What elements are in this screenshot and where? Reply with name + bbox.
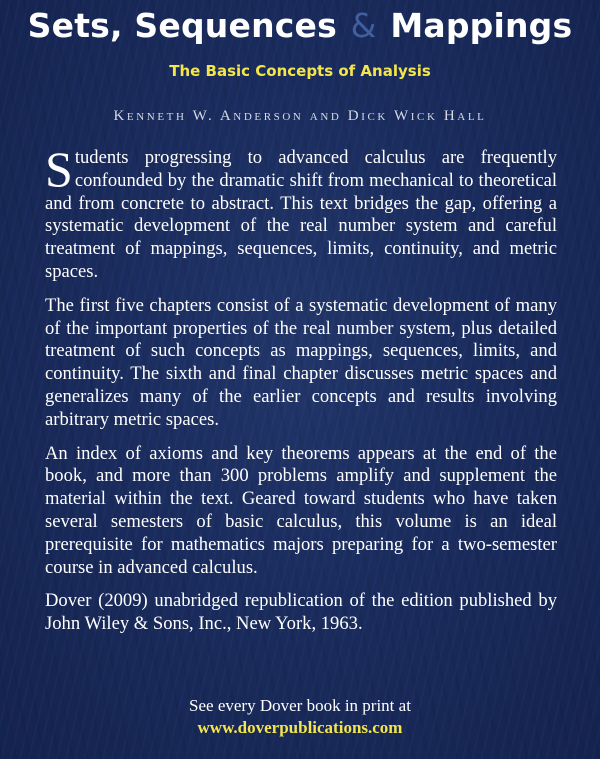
blurb-text (45, 141, 557, 647)
blurb-paragraph-2: The first five chapters consist of a systematic development of many of the important properties of the real number system, plus detailed treatment of such concepts as mappings, sequences, limits, and continuity. The sixth and final chapter discusses metric spaces and generalizes many of the earlier concepts and results involving arbitrary metric spaces. (45, 294, 557, 430)
blurb-paragraph-4: Dover (2009) unabridged republication of the edition published by John Wiley & Sons, Inc., New York, 1963. (45, 590, 557, 635)
publisher-url[interactable]: www.doverpublications.com (197, 718, 403, 737)
title-ampersand: & (350, 6, 377, 45)
blurb-paragraph-1 (45, 141, 557, 284)
book-subtitle: The Basic Concepts of Analysis (169, 62, 431, 80)
blurb-paragraph-3: An index of axioms and key theorems appears at the end of the book, and more than 300 problems amplify and supplement the material within the text. Geared toward students who have taken several semesters of basic calculus, this volume is an ideal prerequisite for mathematics majors preparing for a two-semester course in advanced calculus. (45, 442, 557, 578)
footer (0, 695, 600, 739)
drop-cap: S (45, 141, 73, 197)
title-part-1: Sets, Sequences (27, 6, 337, 45)
title-part-2: Mappings (390, 6, 573, 45)
footer-text: See every Dover book in print at (189, 696, 411, 715)
blurb-paragraph-1-text: tudents progressing to advanced calculus are frequently confounded by the dramatic shift from mechanical to theoretical and from concrete to abstract. This text bridges the gap, offering a systematic development of the real number system and careful treatment of mappings, sequences, limits, continuity, and metric spaces. (45, 147, 557, 282)
book-authors: Kenneth W. Anderson and Dick Wick Hall (113, 108, 487, 124)
book-title (0, 6, 600, 45)
